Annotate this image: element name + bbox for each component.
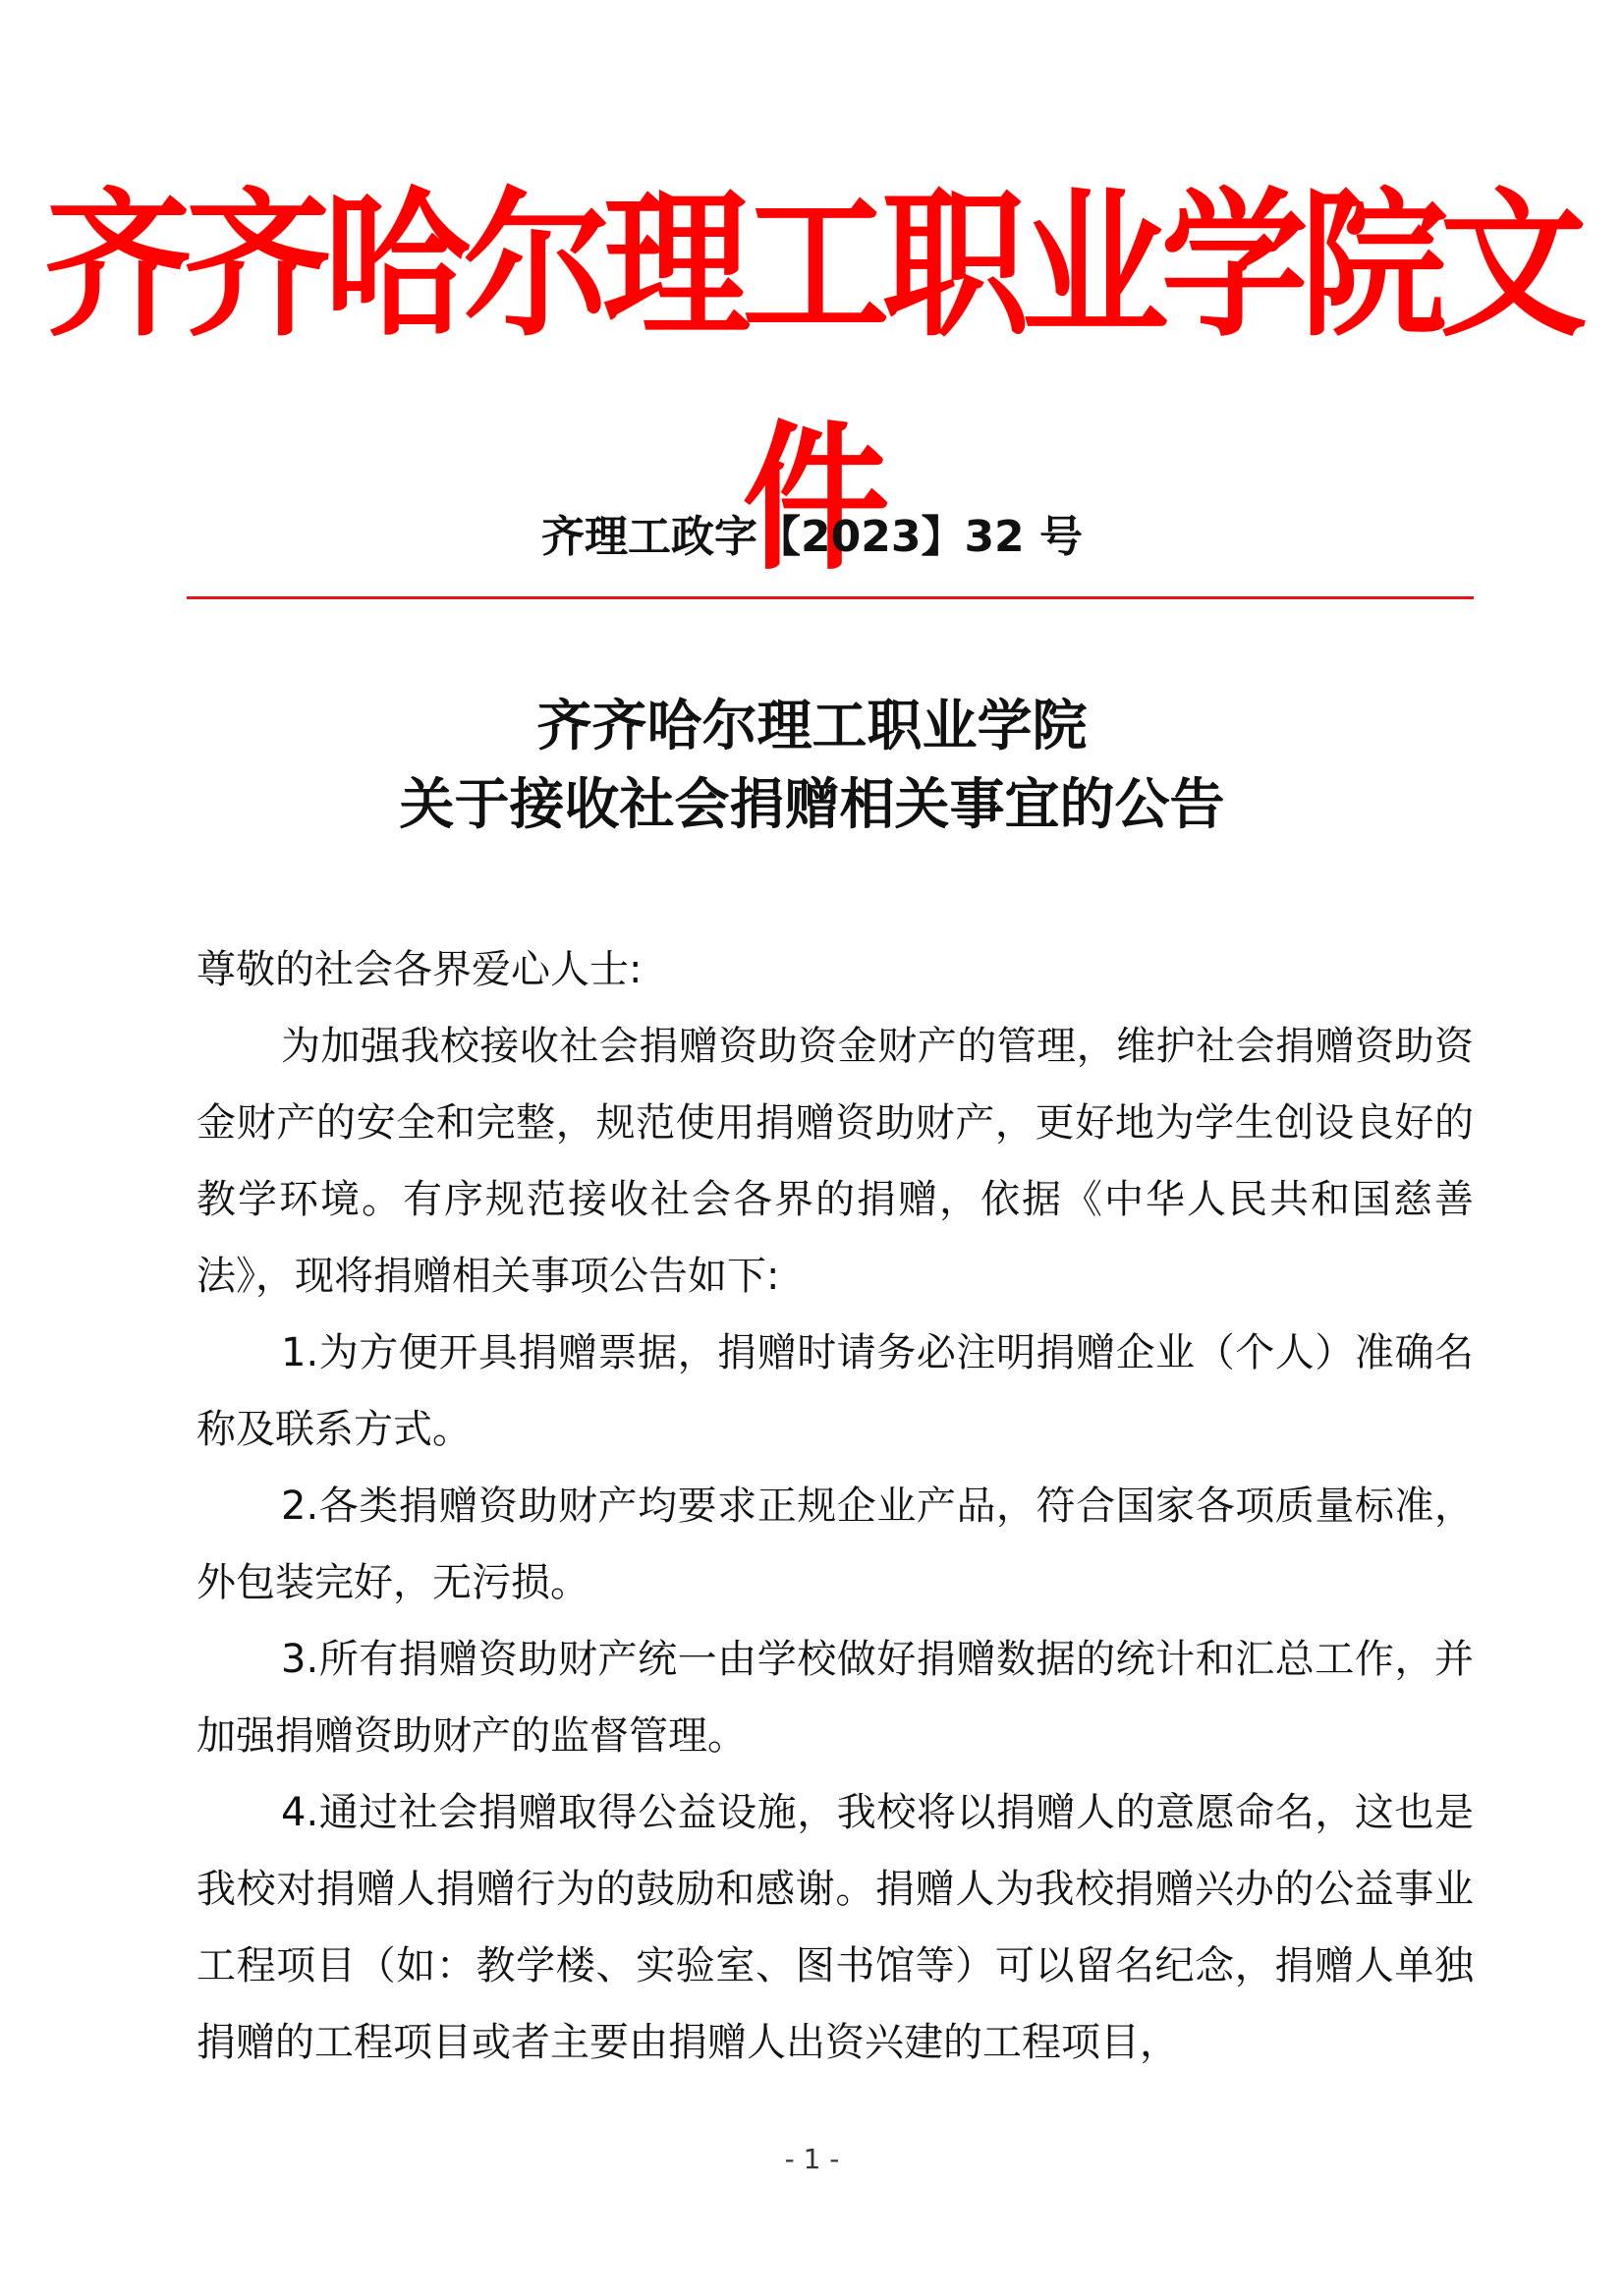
paragraph-item-4: 4.通过社会捐赠取得公益设施，我校将以捐赠人的意愿命名，这也是我校对捐赠人捐赠行为的鼓励和感谢。捐赠人为我校捐赠兴办的公益事业工程项目（如：教学楼、实验室、图书馆等）可以留名纪念，捐赠人单独捐赠的工程项目或者主要由捐赠人出资兴建的工程项目，	[196, 1790, 1474, 2065]
paragraph-item-1: 1.为方便开具捐赠票据，捐赠时请务必注明捐赠企业（个人）准确名称及联系方式。	[196, 1330, 1474, 1452]
document-number: 齐理工政字【2023】32 号	[540, 512, 1083, 562]
salutation: 尊敬的社会各界爱心人士:	[196, 947, 643, 992]
notice-title	[0, 688, 1624, 845]
page-number: - 1 -	[784, 2143, 840, 2175]
paragraph-item-3: 3.所有捐赠资助财产统一由学校做好捐赠数据的统计和汇总工作，并加强捐赠资助财产的监督管理。	[196, 1637, 1474, 1759]
masthead-title: 齐齐哈尔理工职业学院文件	[44, 174, 1580, 592]
paragraph-intro: 为加强我校接收社会捐赠资助资金财产的管理，维护社会捐赠资助资金财产的安全和完整，规范使用捐赠资助财产，更好地为学生创设良好的教学环境。有序规范接收社会各界的捐赠，依据《中华人民共和国慈善法》，现将捐赠相关事项公告如下:	[196, 1024, 1474, 1299]
red-divider-line	[187, 596, 1474, 599]
notice-title-line-1: 齐齐哈尔理工职业学院	[536, 695, 1088, 758]
notice-body	[196, 931, 1474, 2081]
paragraph-item-2: 2.各类捐赠资助财产均要求正规企业产品，符合国家各项质量标准，外包装完好，无污损。	[196, 1484, 1474, 1605]
notice-title-line-2: 关于接收社会捐赠相关事宜的公告	[399, 773, 1225, 837]
